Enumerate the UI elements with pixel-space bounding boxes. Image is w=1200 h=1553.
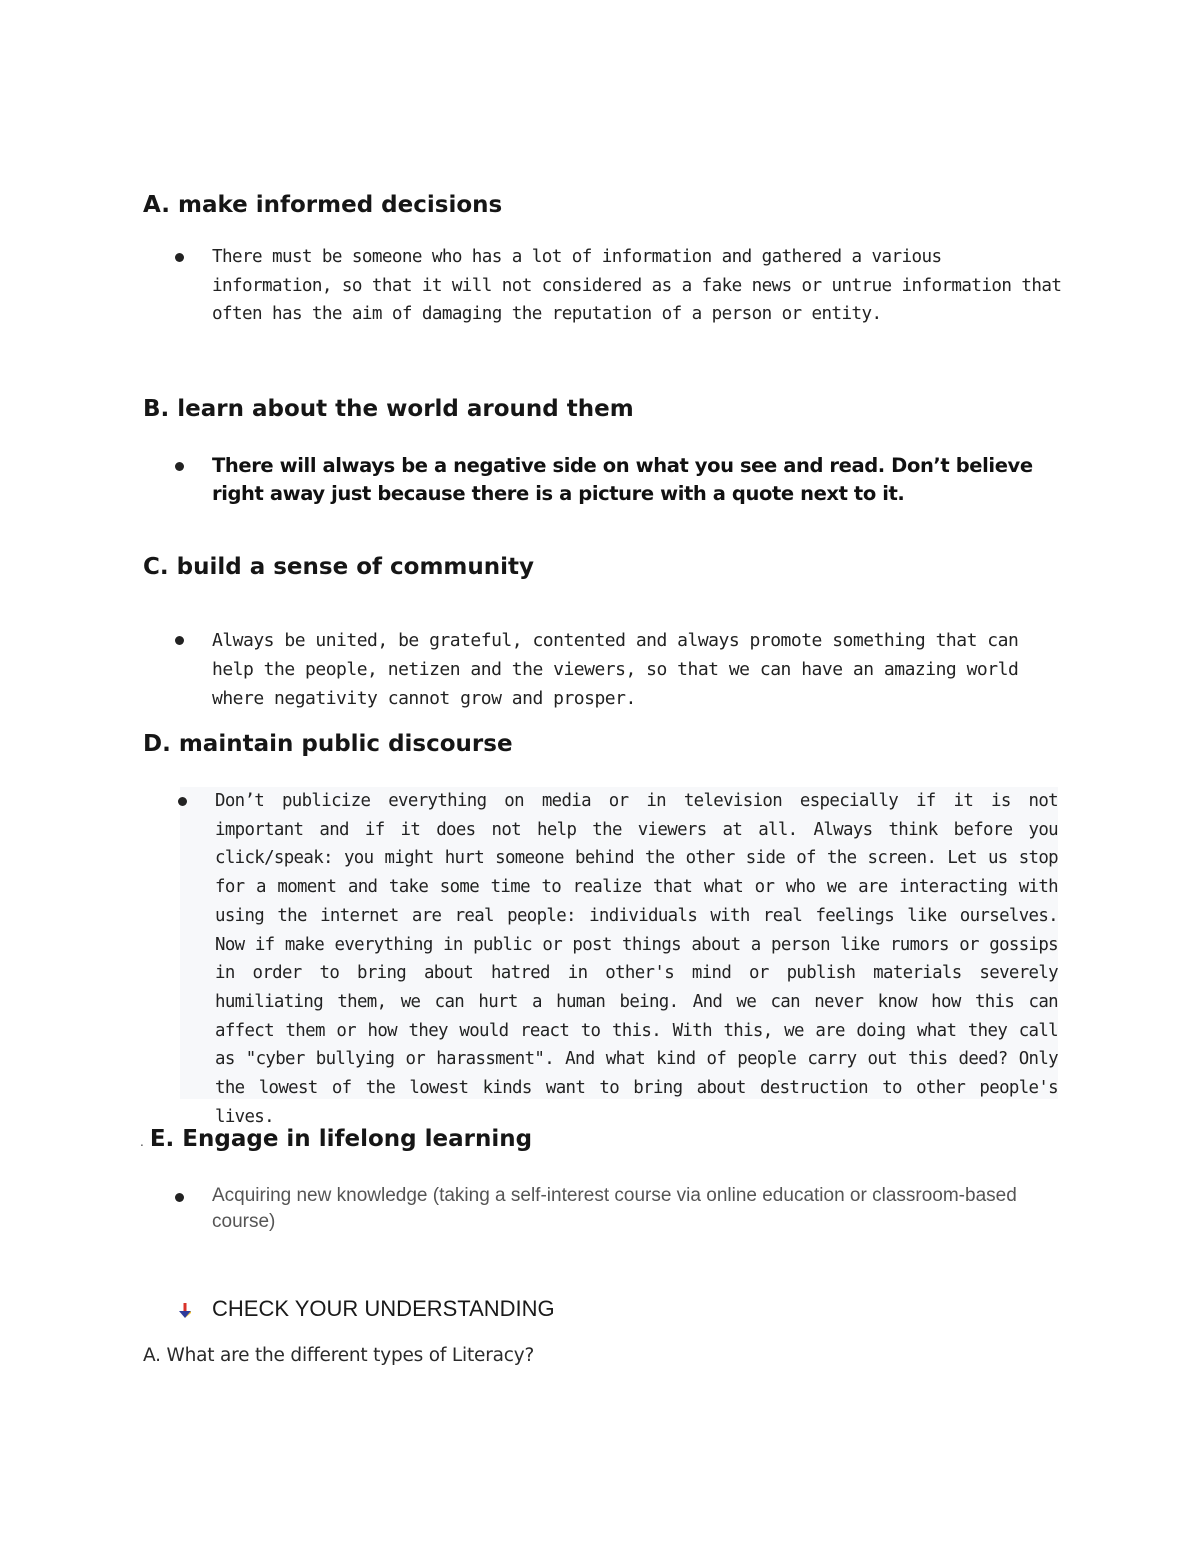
section-c-heading: C. build a sense of community	[143, 554, 534, 580]
bullet-dot-icon	[175, 1193, 184, 1202]
section-d-heading: D. maintain public discourse	[143, 731, 513, 757]
section-e-prefix: .	[140, 1135, 144, 1149]
section-e-heading	[140, 1126, 532, 1152]
bullet-dot-icon	[178, 797, 187, 806]
section-b-heading: B. learn about the world around them	[143, 396, 634, 422]
section-a-bullet-text: There must be someone who has a lot of information and gathered a various information, so that it will not considered as a fake news or untrue information that often has the aim of damaging the reputation of a person or entity.	[212, 247, 1062, 324]
section-b-bullet-item	[175, 452, 1065, 507]
down-arrow-bullet-icon	[175, 1301, 195, 1321]
section-a-heading: A. make informed decisions	[143, 192, 503, 218]
bullet-dot-icon	[175, 462, 184, 471]
section-c-bullet-text: Always be united, be grateful, contented and always promote something that can help the people, netizen and the viewers, so that we can have an amazing world where negativity cannot grow and prosper.	[212, 630, 1019, 709]
question-a-text: A. What are the different types of Literacy?	[143, 1345, 535, 1366]
bullet-dot-icon	[175, 636, 184, 645]
section-d-bullet-text: Don’t publicize everything on media or in television especially if it is not important and if it does not help the viewers at all. Always think before you click/speak: you might hurt someone behind the other side of the screen. Let us stop for a moment and take some time to realize that what or who we are interacting with using the internet are real people: individuals with real feelings like ourselves. Now if make everything in public or post things about a person like rumors or gossips in order to bring about hatred in other's mind or publish materials severely humiliating them, we can hurt a human being. And we can never know how this can affect them or how they would react to this. With this, we are doing what they call as "cyber bullying or harassment". And what kind of people carry out this deed? Only the lowest of the lowest kinds want to bring about destruction to other people's lives.	[215, 791, 1058, 1127]
section-e-bullet-item	[175, 1183, 1065, 1235]
section-e-bullet-text: Acquiring new knowledge (taking a self-interest course via online education or classroom-based course)	[212, 1185, 1017, 1232]
bullet-dot-icon	[175, 253, 184, 262]
section-b-bullet-text: There will always be a negative side on what you see and read. Don’t believe right away just because there is a picture with a quote next to it.	[212, 454, 1033, 505]
section-d-bullet-item	[175, 787, 1065, 1131]
section-e-heading-text: E. Engage in lifelong learning	[149, 1126, 533, 1152]
check-understanding-title: CHECK YOUR UNDERSTANDING	[212, 1296, 555, 1321]
section-a-bullet-item	[175, 243, 1065, 329]
section-c-bullet-item	[175, 626, 1065, 713]
